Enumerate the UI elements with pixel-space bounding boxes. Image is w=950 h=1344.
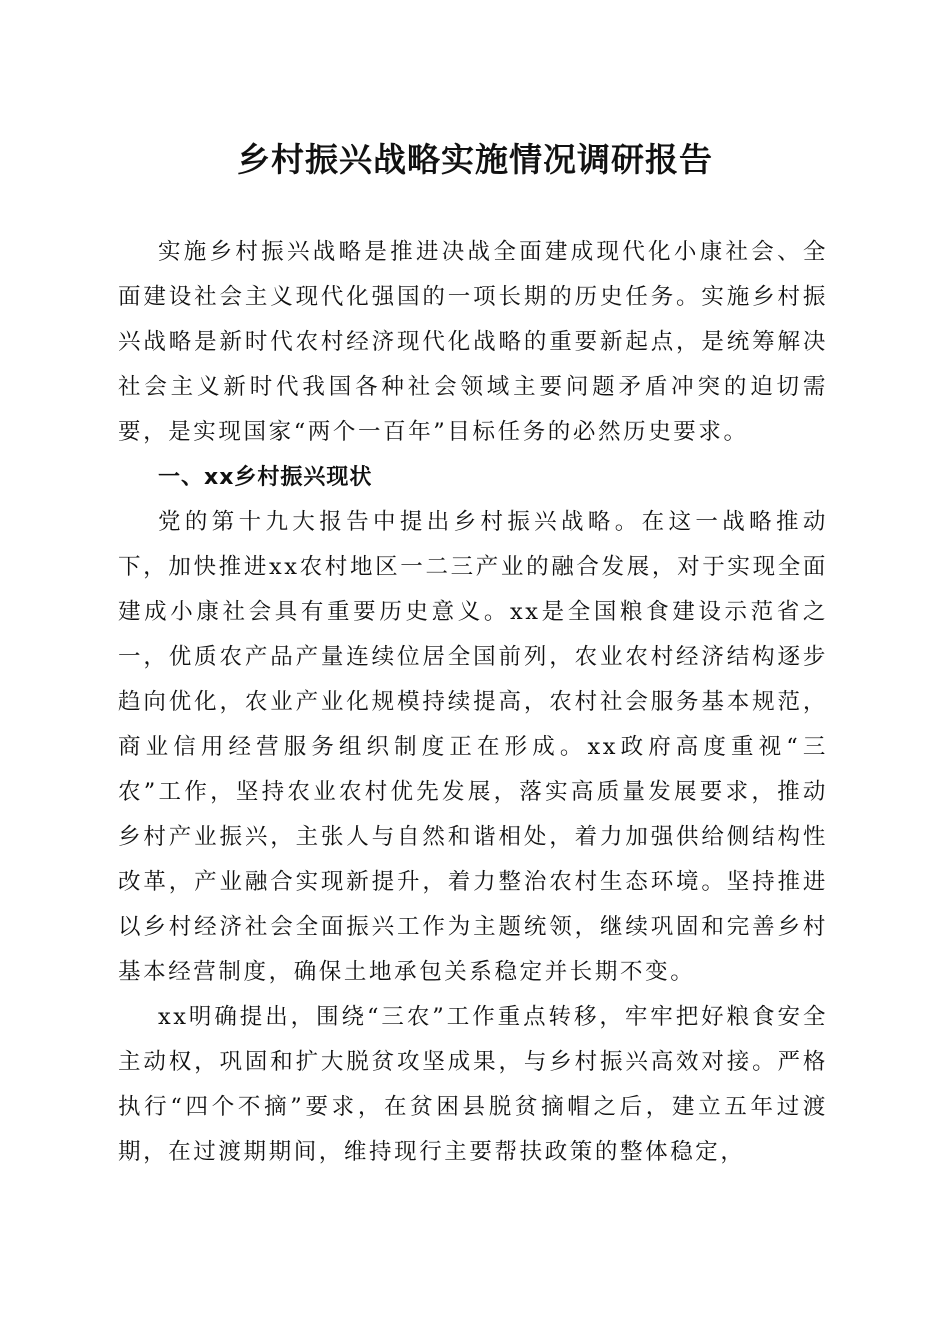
document-title: 乡村振兴战略实施情况调研报告	[237, 140, 713, 179]
section-1-paragraph-1: 党的第十九大报告中提出乡村振兴战略。在这一战略推动下，加快推进xx农村地区一二三产业的融合发展，对于实现全面建成小康社会具有重要历史意义。xx是全国粮食建设示范省之一，优质农产品产量连续位居全国前列，农业农村经济结构逐步趋向优化，农业产业化规模持续提高，农村社会服务基本规范，商业信用经营服务组织制度正在形成。xx政府高度重视“三农”工作，坚持农业农村优先发展，落实高质量发展要求，推动乡村产业振兴，主张人与自然和谐相处，着力加强供给侧结构性改革，产业融合实现新提升，着力整治农村生态环境。坚持推进以乡村经济社会全面振兴工作为主题统领，继续巩固和完善乡村基本经营制度，确保土地承包关系稳定并长期不变。	[118, 509, 828, 985]
document-body	[118, 230, 828, 1175]
section-heading-1: 一、xx乡村振兴现状	[158, 465, 373, 490]
section-1-paragraph-2: xx明确提出，围绕“三农”工作重点转移，牢牢把好粮食安全主动权，巩固和扩大脱贫攻坚成果，与乡村振兴高效对接。严格执行“四个不摘”要求，在贫困县脱贫摘帽之后，建立五年过渡期，在过渡期期间，维持现行主要帮扶政策的整体稳定，	[118, 1004, 828, 1165]
intro-paragraph: 实施乡村振兴战略是推进决战全面建成现代化小康社会、全面建设社会主义现代化强国的一项长期的历史任务。实施乡村振兴战略是新时代农村经济现代化战略的重要新起点，是统筹解决社会主义新时代我国各种社会领域主要问题矛盾冲突的迫切需要，是实现国家“两个一百年”目标任务的必然历史要求。	[118, 239, 828, 445]
